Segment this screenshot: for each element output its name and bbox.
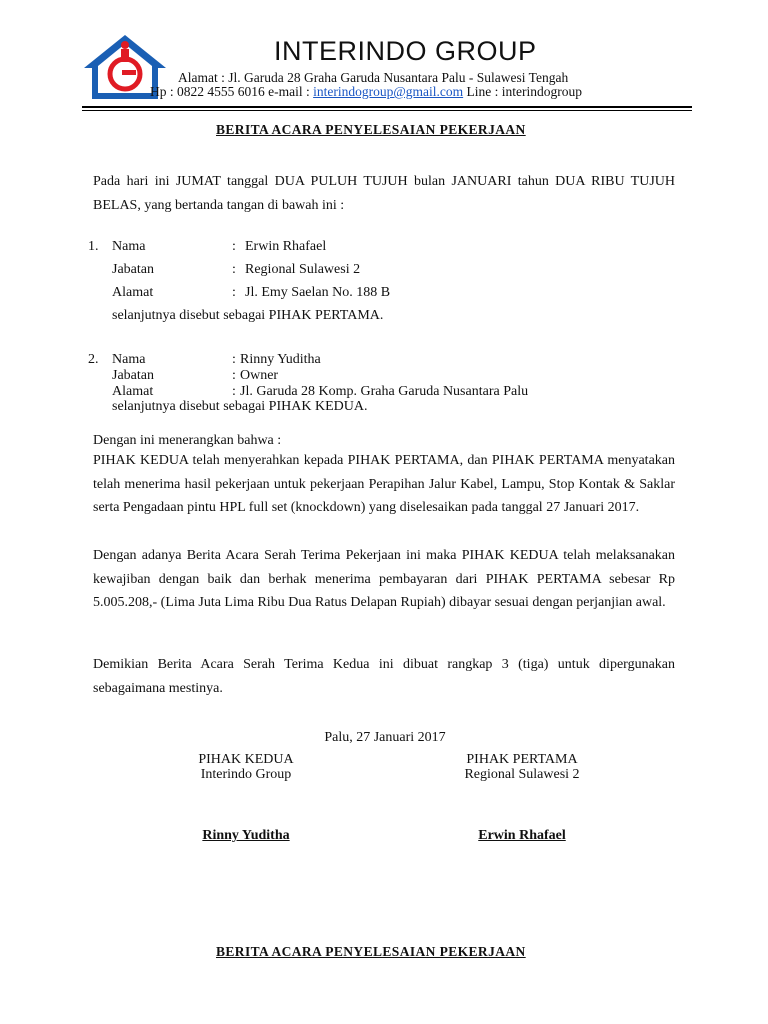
party-1-address-value: Jl. Emy Saelan No. 188 B — [245, 285, 391, 300]
party-1-name-label: Nama — [112, 239, 146, 254]
company-address: Alamat : Jl. Garuda 28 Graha Garuda Nusantara Palu - Sulawesi Tengah — [178, 70, 569, 85]
contact-suffix: Line : interindogroup — [463, 84, 582, 99]
party-2-name-colon: : — [232, 352, 236, 367]
right-signer-org: Regional Sulawesi 2 — [464, 767, 580, 782]
letterhead-divider — [82, 106, 692, 111]
left-signer-name: Rinny Yuditha — [202, 828, 290, 843]
party-1-name-value: Erwin Rhafael — [245, 239, 327, 254]
party-2-position-value: Owner — [240, 368, 279, 383]
party-2-name-value: Rinny Yuditha — [240, 352, 321, 367]
footer-title: BERITA ACARA PENYELESAIAN PEKERJAAN — [216, 944, 526, 959]
statement-paragraph: PIHAK KEDUA telah menyerahkan kepada PIHAK PERTAMA, dan PIHAK PERTAMA menyatakan telah menerima hasil pekerjaan untuk pekerjaan Perapihan Jalur Kabel, Lampu, Stop Kontak & Saklar serta Pengadaan pintu HPL full set (knockdown) yang diselesaikan pada tanggal 27 Januari 2017. — [93, 453, 675, 515]
party-2-name-label: Nama — [112, 352, 146, 367]
party-2-address-colon: : — [232, 384, 236, 399]
intro-paragraph: Pada hari ini JUMAT tanggal DUA PULUH TUJUH bulan JANUARI tahun DUA RIBU TUJUH BELAS, yang bertanda tangan di bawah ini : — [93, 174, 675, 213]
payment-paragraph: Dengan adanya Berita Acara Serah Terima Pekerjaan ini maka PIHAK KEDUA telah melaksanakan kewajiban dengan baik dan berhak menerima pembayaran dari PIHAK PERTAMA sebesar Rp 5.005.208,- (Lima Juta Lima Ribu Dua Ratus Delapan Rupiah) dibayar sesuai dengan perjanjian awal. — [93, 548, 675, 610]
party-1-number: 1. — [88, 239, 99, 254]
statement-label: Dengan ini menerangkan bahwa : — [93, 433, 282, 448]
left-signer-role: PIHAK KEDUA — [198, 752, 294, 767]
place-date: Palu, 27 Januari 2017 — [324, 730, 446, 745]
party-1-note: selanjutnya disebut sebagai PIHAK PERTAMA. — [112, 308, 384, 323]
right-signer-name: Erwin Rhafael — [478, 828, 566, 843]
party-2-note: selanjutnya disebut sebagai PIHAK KEDUA. — [112, 399, 368, 414]
party-1-position-value: Regional Sulawesi 2 — [245, 262, 361, 277]
email-link[interactable]: interindogroup@gmail.com — [313, 84, 464, 99]
party-2-position-label: Jabatan — [112, 368, 154, 383]
contact-prefix: Hp : 0822 4555 6016 e-mail : — [150, 84, 314, 99]
party-2-position-colon: : — [232, 368, 236, 383]
party-1-address-colon: : — [232, 285, 236, 300]
company-contact — [150, 84, 582, 100]
closing-paragraph: Demikian Berita Acara Serah Terima Kedua ini dibuat rangkap 3 (tiga) untuk dipergunakan sebagaimana mestinya. — [93, 657, 675, 696]
company-name: INTERINDO GROUP — [274, 36, 537, 66]
right-signer-role: PIHAK PERTAMA — [466, 752, 578, 767]
party-1-position-label: Jabatan — [112, 262, 154, 277]
party-1-address-label: Alamat — [112, 285, 154, 300]
party-2-number: 2. — [88, 352, 99, 367]
document-title: BERITA ACARA PENYELESAIAN PEKERJAAN — [216, 122, 526, 137]
left-signer-org: Interindo Group — [200, 767, 292, 782]
party-1-position-colon: : — [232, 262, 236, 277]
party-2-address-label: Alamat — [112, 384, 154, 399]
party-1-name-colon: : — [232, 239, 236, 254]
party-2-address-value: Jl. Garuda 28 Komp. Graha Garuda Nusantara Palu — [240, 384, 529, 399]
